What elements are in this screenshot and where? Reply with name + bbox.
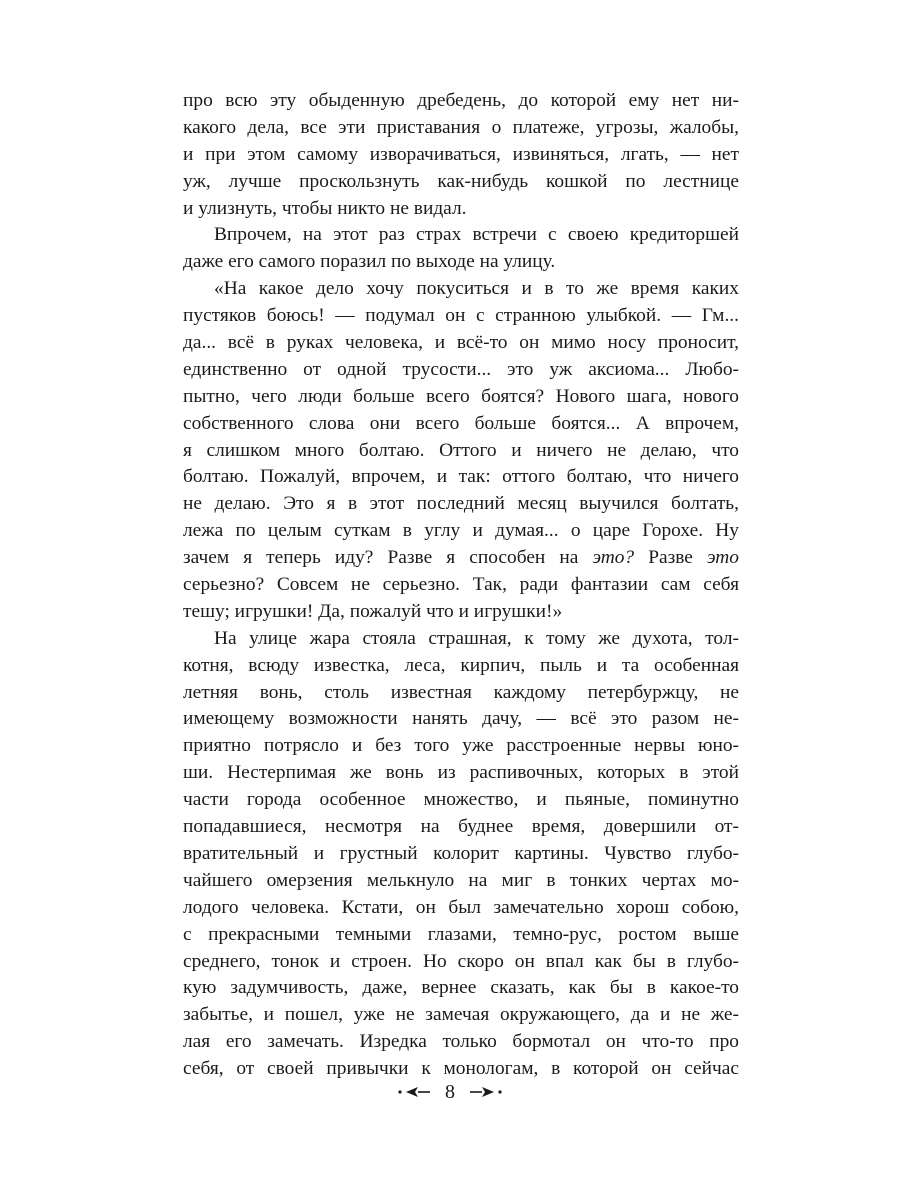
text-line: котня, всюду известка, леса, кирпич, пыль и та особенная xyxy=(183,654,739,676)
text-line: даже его самого поразил по выходе на улицу. xyxy=(183,251,556,273)
text-line: какого дела, все эти приставания о платеже, угрозы, жалобы, xyxy=(183,116,739,138)
text-line: я слишком много болтаю. Оттого и ничего не делаю, что xyxy=(183,439,739,461)
text-line: серьезно? Совсем не серьезно. Так, ради фантазии сам себя xyxy=(183,574,739,596)
text-line: среднего, тонок и строен. Но скоро он впал как бы в глубо- xyxy=(183,950,739,972)
text-line: про всю эту обыденную дребедень, до которой ему нет ни- xyxy=(183,90,739,111)
text-line: Впрочем, на этот раз страх встречи с своею кредиторшей xyxy=(214,224,739,246)
page-footer xyxy=(0,1077,900,1106)
body-text xyxy=(183,88,739,1083)
text-line: попадавшиеся, несмотря на буднее время, довершили от- xyxy=(183,816,739,838)
text-line: части города особенное множество, и пьяные, поминутно xyxy=(183,789,739,811)
text-line: болтаю. Пожалуй, впрочем, и так: оттого болтаю, что ничего xyxy=(183,466,739,488)
text-segment: зачем я теперь иду? Разве я способен на xyxy=(183,547,593,569)
text-segment: Разве xyxy=(634,547,707,569)
text-line: лежа по целым суткам в углу и думая... о царе Горохе. Ну xyxy=(183,520,739,542)
text-line: собственного слова они всего больше боятся... А впрочем, xyxy=(183,412,739,434)
text-line: чайшего омерзения мелькнуло на миг в тонких чертах мо- xyxy=(183,869,739,891)
text-line: пустяков боюсь! — подумал он с странною улыбкой. — Гм... xyxy=(183,305,739,327)
text-line: и улизнуть, чтобы никто не видал. xyxy=(183,197,467,219)
text-line: пытно, чего люди больше всего боятся? Нового шага, нового xyxy=(183,385,739,407)
left-ornament-icon xyxy=(396,1086,434,1098)
text-line: и при этом самому изворачиваться, извиняться, лгать, — нет xyxy=(183,143,739,165)
text-line: да... всё в руках человека, и всё-то он мимо носу проносит, xyxy=(183,332,739,354)
text-line xyxy=(183,545,739,572)
text-line: себя, от своей привычки к монологам, в которой он сейчас xyxy=(183,1058,739,1080)
text-line: с прекрасными темными глазами, темно-рус, ростом выше xyxy=(183,923,739,945)
text-line: вратительный и грустный колорит картины. Чувство глубо- xyxy=(183,842,739,864)
italic-emphasis: это xyxy=(707,547,739,569)
text-line: забытье, и пошел, уже не замечая окружающего, да и не же- xyxy=(183,1004,739,1026)
italic-emphasis: это? xyxy=(592,547,635,569)
text-line: На улице жара стояла страшная, к тому же духота, тол- xyxy=(214,627,739,649)
text-line: имеющему возможности нанять дачу, — всё это разом не- xyxy=(183,708,739,730)
page-number: 8 xyxy=(445,1081,455,1104)
text-line: ши. Нестерпимая же вонь из распивочных, которых в этой xyxy=(183,762,739,784)
text-line: «На какое дело хочу покуситься и в то же время каких xyxy=(214,278,739,300)
right-ornament-icon xyxy=(466,1086,504,1098)
text-line: кую задумчивость, даже, вернее сказать, как бы в какое-то xyxy=(183,977,739,999)
text-line: лодого человека. Кстати, он был замечательно хорош собою, xyxy=(183,896,739,918)
text-line: лая его замечать. Изредка только бормотал он что-то про xyxy=(183,1031,739,1053)
text-line: летняя вонь, столь известная каждому петербуржцу, не xyxy=(183,681,739,703)
text-line: тешу; игрушки! Да, пожалуй что и игрушки!» xyxy=(183,600,563,622)
text-line: уж, лучше проскользнуть как-нибудь кошкой по лестнице xyxy=(183,170,739,192)
text-line: не делаю. Это я в этот последний месяц выучился болтать, xyxy=(183,493,739,515)
text-line: единственно от одной трусости... это уж аксиома... Любо- xyxy=(183,358,739,380)
text-line: приятно потрясло и без того уже расстроенные нервы юно- xyxy=(183,735,739,757)
